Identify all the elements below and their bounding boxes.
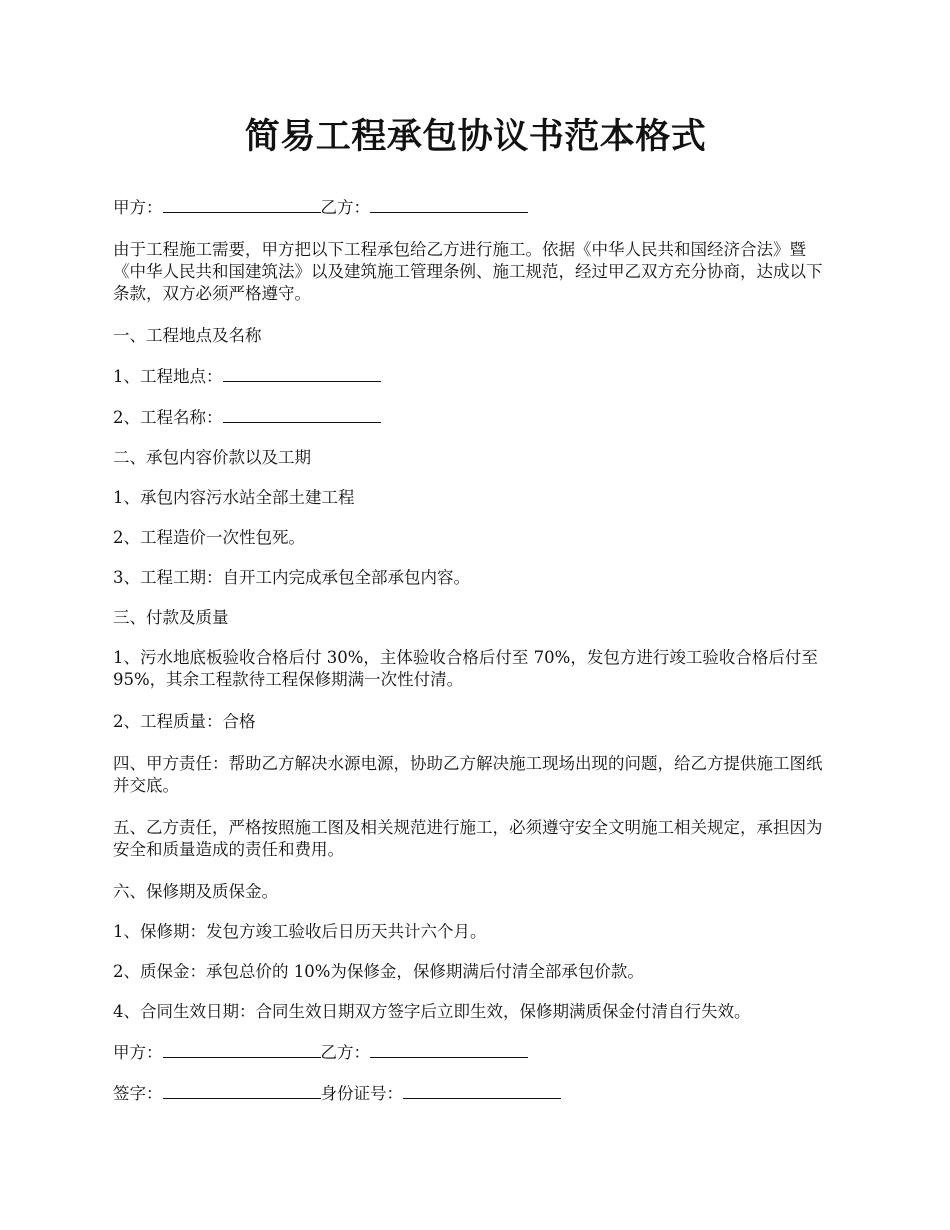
section-1-heading: 一、工程地点及名称 bbox=[113, 326, 262, 345]
party-line-bottom bbox=[113, 1041, 838, 1064]
party-a-label: 甲方： bbox=[113, 198, 163, 217]
party-a-blank-bottom bbox=[163, 1041, 321, 1058]
section-2-item-2: 2、工程造价一次性包死。 bbox=[113, 528, 305, 547]
section-6-item-2: 2、质保金：承包总价的 10%为保修金，保修期满后付清全部承包价款。 bbox=[113, 962, 644, 981]
section-2-item-1: 1、承包内容污水站全部土建工程 bbox=[113, 488, 355, 507]
party-b-label-bottom: 乙方： bbox=[320, 1043, 370, 1062]
party-a-label-bottom: 甲方： bbox=[113, 1043, 163, 1062]
id-number-label: 身份证号： bbox=[320, 1084, 403, 1103]
project-location-blank bbox=[223, 365, 381, 382]
section-3-heading: 三、付款及质量 bbox=[113, 608, 229, 627]
project-location-line bbox=[113, 365, 838, 388]
section-3-item-1: 1、污水地底板验收合格后付 30%，主体验收合格后付至 70%，发包方进行竣工验收合格后付至 95%，其余工程款待工程保修期满一次性付清。 bbox=[113, 648, 818, 689]
party-b-blank-bottom bbox=[370, 1041, 528, 1058]
project-location-label: 1、工程地点： bbox=[113, 367, 223, 386]
signature-line bbox=[113, 1082, 838, 1105]
document-title: 简易工程承包协议书范本格式 bbox=[244, 116, 707, 157]
section-2-item-3: 3、工程工期：自开工内完成承包全部承包内容。 bbox=[113, 568, 470, 587]
party-a-blank bbox=[163, 196, 321, 213]
signature-label: 签字： bbox=[113, 1084, 163, 1103]
party-b-blank bbox=[370, 196, 528, 213]
section-4-paragraph: 四、甲方责任：帮助乙方解决水源电源，协助乙方解决施工现场出现的问题，给乙方提供施工图纸并交底。 bbox=[113, 754, 823, 795]
section-6-heading: 六、保修期及质保金。 bbox=[113, 882, 278, 901]
party-line-top bbox=[113, 196, 838, 219]
id-number-blank bbox=[403, 1082, 561, 1099]
project-name-label: 2、工程名称： bbox=[113, 408, 223, 427]
intro-paragraph: 由于工程施工需要，甲方把以下工程承包给乙方进行施工。依据《中华人民共和国经济合法》暨《中华人民共和国建筑法》以及建筑施工管理条例、施工规范，经过甲乙双方充分协商，达成以下条款，双方必须严格遵守。 bbox=[113, 240, 823, 303]
section-5-paragraph: 五、乙方责任，严格按照施工图及相关规范进行施工，必须遵守安全文明施工相关规定，承担因为安全和质量造成的责任和费用。 bbox=[113, 818, 823, 859]
section-2-heading: 二、承包内容价款以及工期 bbox=[113, 448, 311, 467]
section-6-item-4: 4、合同生效日期：合同生效日期双方签字后立即生效，保修期满质保金付清自行失效。 bbox=[113, 1002, 751, 1021]
section-3-item-2: 2、工程质量：合格 bbox=[113, 712, 256, 731]
project-name-line bbox=[113, 406, 838, 429]
party-b-label: 乙方： bbox=[320, 198, 370, 217]
project-name-blank bbox=[223, 406, 381, 423]
section-6-item-1: 1、保修期：发包方竣工验收后日历天共计六个月。 bbox=[113, 922, 487, 941]
signature-blank bbox=[163, 1082, 321, 1099]
